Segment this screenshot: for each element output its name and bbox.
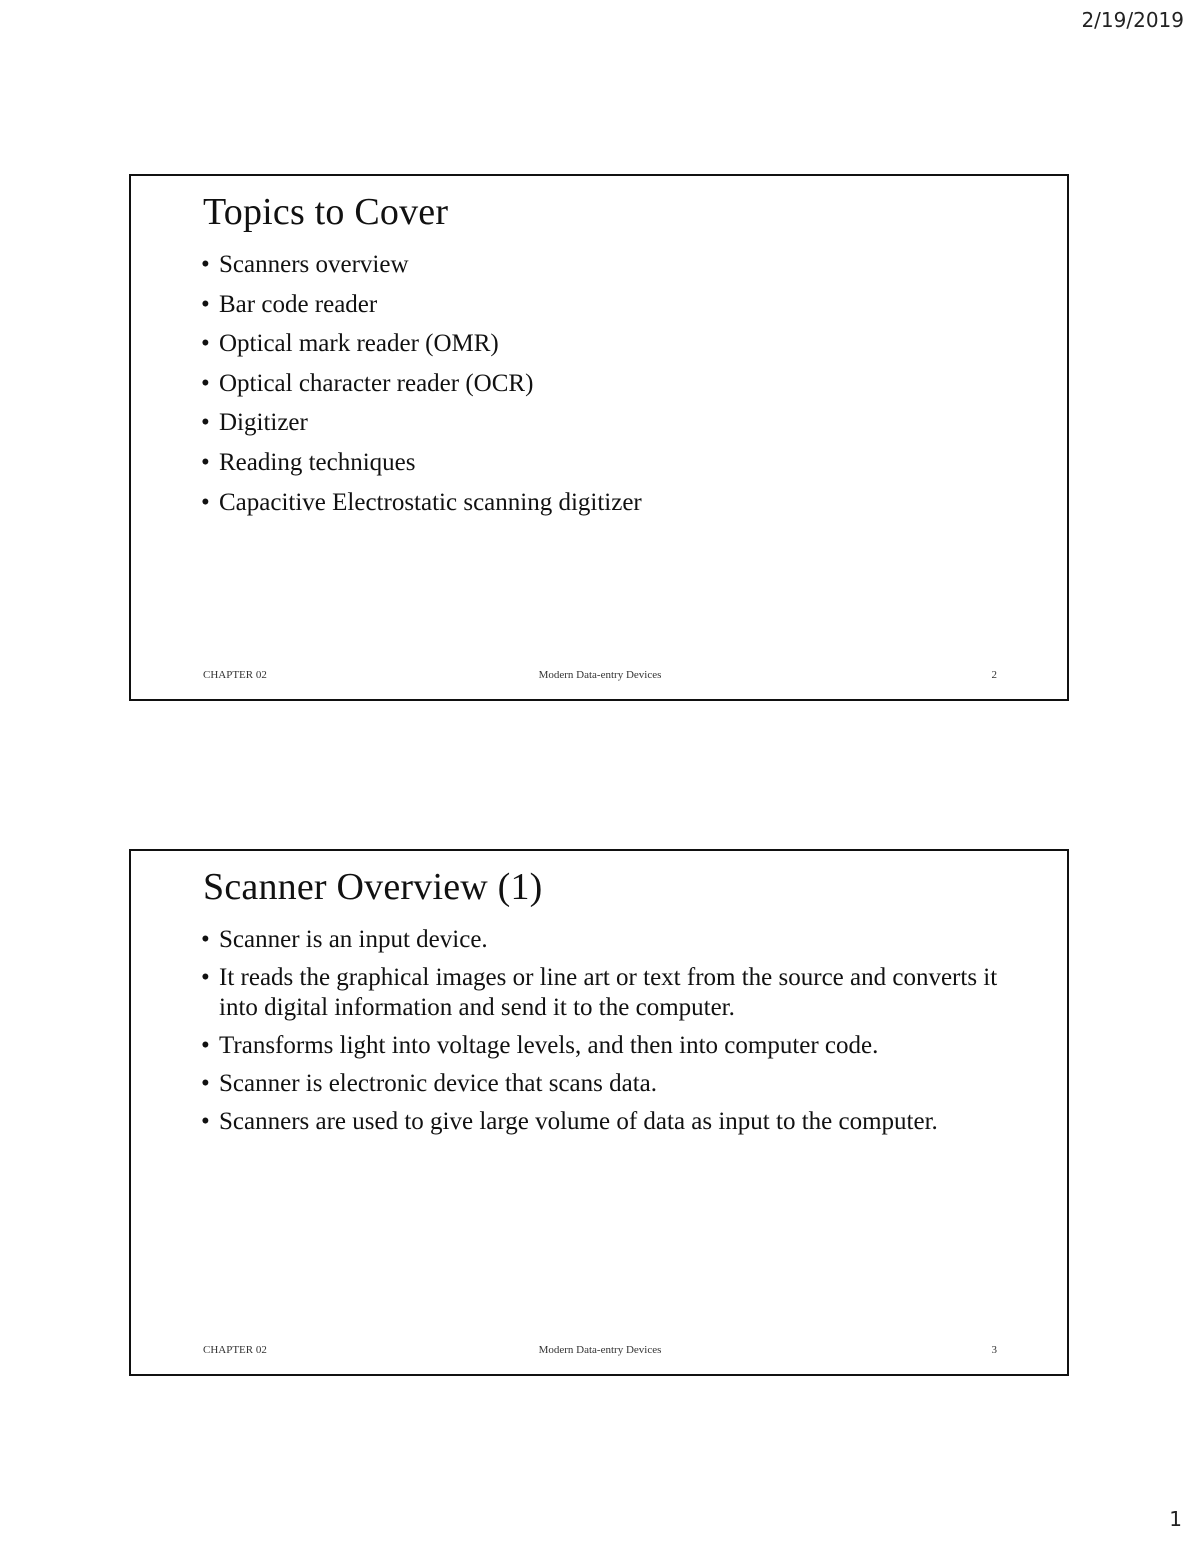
page-date: 2/19/2019 (1081, 8, 1184, 32)
footer-slide-number: 3 (991, 1344, 997, 1356)
bullet-list (201, 250, 1001, 527)
list-item: • Optical mark reader (OMR) (201, 329, 1001, 359)
list-item: • Bar code reader (201, 290, 1001, 320)
list-item: • It reads the graphical images or line art or text from the source and converts it into digital information and send it to the computer. (201, 963, 1001, 1023)
slide-footer (203, 1344, 997, 1360)
page-number: 1 (1169, 1507, 1182, 1531)
slide-scanner-overview (129, 849, 1069, 1376)
footer-chapter: CHAPTER 02 (203, 1344, 267, 1356)
footer-course-title: Modern Data-entry Devices (538, 669, 662, 681)
bullet-list (201, 925, 1001, 1145)
list-item: • Transforms light into voltage levels, and then into computer code. (201, 1031, 1001, 1061)
footer-chapter: CHAPTER 02 (203, 669, 267, 681)
list-item: • Scanners are used to give large volume of data as input to the computer. (201, 1107, 1001, 1137)
list-item: • Capacitive Electrostatic scanning digitizer (201, 488, 1001, 518)
list-item: • Optical character reader (OCR) (201, 369, 1001, 399)
footer-slide-number: 2 (991, 669, 997, 681)
slide-title: Scanner Overview (1) (203, 866, 543, 908)
list-item: • Scanner is an input device. (201, 925, 1001, 955)
list-item: • Scanner is electronic device that scans data. (201, 1069, 1001, 1099)
list-item: • Scanners overview (201, 250, 1001, 280)
list-item: • Digitizer (201, 408, 1001, 438)
slide-topics-to-cover (129, 174, 1069, 701)
list-item: • Reading techniques (201, 448, 1001, 478)
slide-title: Topics to Cover (203, 191, 449, 233)
slide-footer (203, 669, 997, 685)
footer-course-title: Modern Data-entry Devices (538, 1344, 662, 1356)
